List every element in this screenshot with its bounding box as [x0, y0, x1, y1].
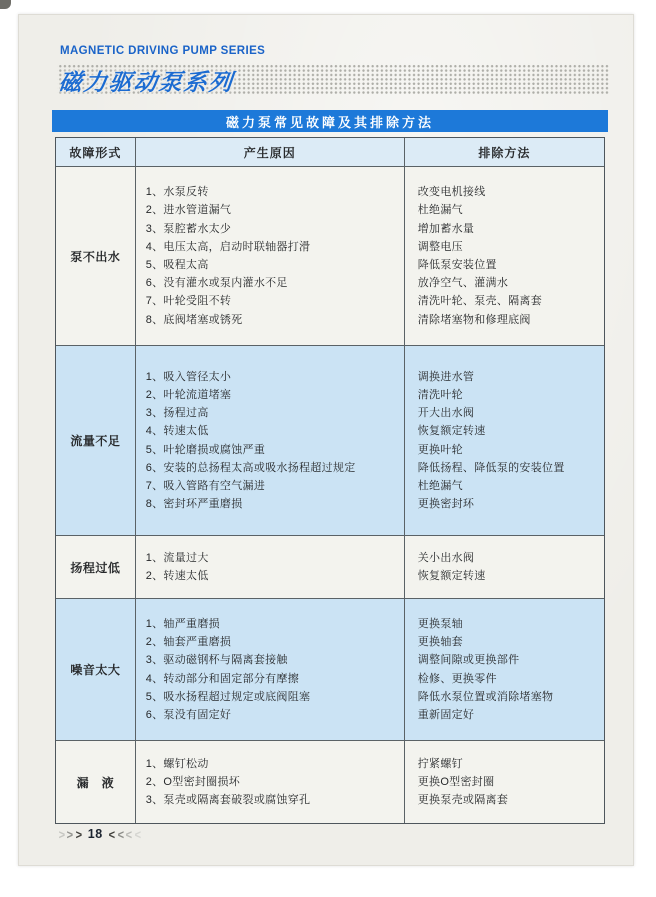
solutions-cell — [405, 741, 604, 823]
table-row — [56, 536, 604, 599]
cause-line: 6、安装的总扬程太高或吸水扬程超过规定 — [145, 461, 356, 474]
cause-line: 3、驱动磁钢杯与隔离套接触 — [145, 654, 288, 667]
solution-line: 更换叶轮 — [417, 443, 463, 456]
solution-line: 降低水泵位置或消除堵塞物 — [417, 690, 554, 703]
footer-left-chevrons — [57, 827, 83, 842]
solution-line: 调整间隙或更换部件 — [417, 654, 520, 667]
solution-line: 重新固定好 — [417, 708, 475, 721]
fault-name: 扬程过低 — [56, 536, 136, 598]
solution-line: 开大出水阀 — [417, 407, 475, 420]
solution-line: 降低扬程、降低泵的安装位置 — [417, 461, 565, 474]
causes-cell — [136, 536, 405, 598]
table-row — [56, 741, 604, 823]
table-row — [56, 599, 604, 741]
fault-table — [55, 137, 605, 824]
page-footer — [57, 826, 142, 842]
cause-line: 7、吸入管路有空气漏进 — [145, 479, 266, 492]
scan-corner-artifact — [0, 0, 11, 9]
solution-line: 清洗叶轮 — [417, 388, 463, 401]
solution-line: 杜绝漏气 — [417, 479, 463, 492]
cause-line: 3、扬程过高 — [145, 407, 209, 420]
solution-line: 更换泵壳或隔离套 — [417, 794, 509, 807]
chevron-left-icon: < — [108, 826, 116, 842]
solution-line: 放净空气、灌满水 — [417, 277, 509, 290]
solution-line: 更换泵轴 — [417, 617, 463, 630]
chevron-right-icon: > — [75, 826, 82, 842]
solution-line: 增加蓄水量 — [417, 222, 475, 235]
fault-name: 漏 液 — [56, 741, 136, 823]
chevron-right-icon: > — [58, 826, 65, 842]
solutions-cell — [405, 599, 604, 740]
cause-line: 2、转速太低 — [145, 570, 209, 582]
cause-line: 5、吸水扬程超过规定或底阀阻塞 — [145, 690, 311, 703]
solutions-cell — [405, 536, 604, 598]
cause-line: 2、O型密封圈损坏 — [145, 775, 241, 788]
solution-line: 恢复额定转速 — [417, 425, 486, 438]
fault-name: 噪音太大 — [56, 599, 136, 740]
cause-line: 2、进水管道漏气 — [145, 204, 232, 217]
cause-line: 2、叶轮流道堵塞 — [145, 388, 232, 401]
cause-line: 3、泵壳或隔离套破裂或腐蚀穿孔 — [145, 794, 311, 807]
footer-right-chevrons — [108, 827, 142, 842]
solution-line: 更换O型密封圈 — [417, 775, 495, 788]
solution-line: 降低泵安装位置 — [417, 259, 497, 271]
solution-line: 杜绝漏气 — [417, 204, 463, 217]
title-dotted-band — [57, 63, 609, 94]
series-title-zh: 磁力驱动泵系列 — [57, 69, 236, 95]
header-cell-1: 产生原因 — [136, 138, 405, 166]
cause-line: 1、轴严重磨损 — [145, 617, 220, 630]
header-cell-0: 故障形式 — [56, 138, 136, 166]
chevron-left-icon: < — [125, 826, 133, 842]
solutions-cell — [405, 167, 604, 345]
cause-line: 1、吸入管径太小 — [145, 370, 232, 383]
cause-line: 4、转速太低 — [145, 425, 209, 438]
table-title-bar — [52, 110, 608, 132]
table-row — [56, 167, 604, 346]
cause-line: 6、没有灌水或泵内灌水不足 — [145, 277, 288, 290]
cause-line: 1、流量过大 — [145, 551, 209, 564]
causes-cell — [136, 346, 405, 535]
solution-line: 调换进水管 — [417, 370, 475, 383]
causes-cell — [136, 599, 405, 740]
solution-line: 调整电压 — [417, 240, 463, 253]
cause-line: 5、吸程太高 — [145, 259, 209, 271]
solutions-cell — [405, 346, 604, 535]
table-row — [56, 346, 604, 536]
solution-line: 清洗叶轮、泵壳、隔离套 — [417, 295, 543, 308]
cause-line: 1、水泵反转 — [145, 186, 209, 199]
cause-line: 7、叶轮受阻不转 — [145, 295, 232, 308]
solution-line: 关小出水阀 — [417, 551, 475, 564]
cause-line: 1、螺钉松动 — [145, 757, 209, 770]
header-cell-2: 排除方法 — [478, 145, 531, 160]
cause-line: 4、电压太高，启动时联轴器打滑 — [145, 240, 311, 253]
fault-name: 流量不足 — [56, 346, 136, 535]
chevron-right-icon: > — [66, 826, 74, 842]
solution-line: 检修、更换零件 — [417, 672, 497, 685]
solution-line: 改变电机接线 — [417, 186, 486, 199]
solution-line: 清除堵塞物和修理底阀 — [417, 313, 531, 326]
cause-line: 8、密封环严重磨损 — [145, 498, 243, 511]
causes-cell — [136, 741, 405, 823]
solution-line: 恢复额定转速 — [417, 570, 486, 582]
cause-line: 5、叶轮磨损或腐蚀严重 — [145, 443, 266, 456]
solution-line: 更换轴套 — [417, 636, 463, 649]
chevron-left-icon: < — [134, 826, 141, 842]
solution-line: 更换密封环 — [417, 498, 475, 511]
page-number: 18 — [87, 827, 103, 841]
table-header-row — [56, 138, 604, 167]
chevron-left-icon: < — [117, 826, 124, 842]
cause-line: 8、底阀堵塞或锈死 — [145, 313, 243, 326]
cause-line: 3、泵腔蓄水太少 — [145, 222, 232, 235]
causes-cell — [136, 167, 405, 345]
cause-line: 2、轴套严重磨损 — [145, 636, 232, 649]
cause-line: 4、转动部分和固定部分有摩擦 — [145, 672, 300, 685]
series-title-en: MAGNETIC DRIVING PUMP SERIES — [60, 45, 266, 57]
fault-name: 泵不出水 — [56, 167, 136, 345]
solution-line: 拧紧螺钉 — [417, 757, 463, 770]
cause-line: 6、泵没有固定好 — [145, 708, 232, 721]
table-title: 磁力泵常见故障及其排除方法 — [225, 114, 434, 130]
